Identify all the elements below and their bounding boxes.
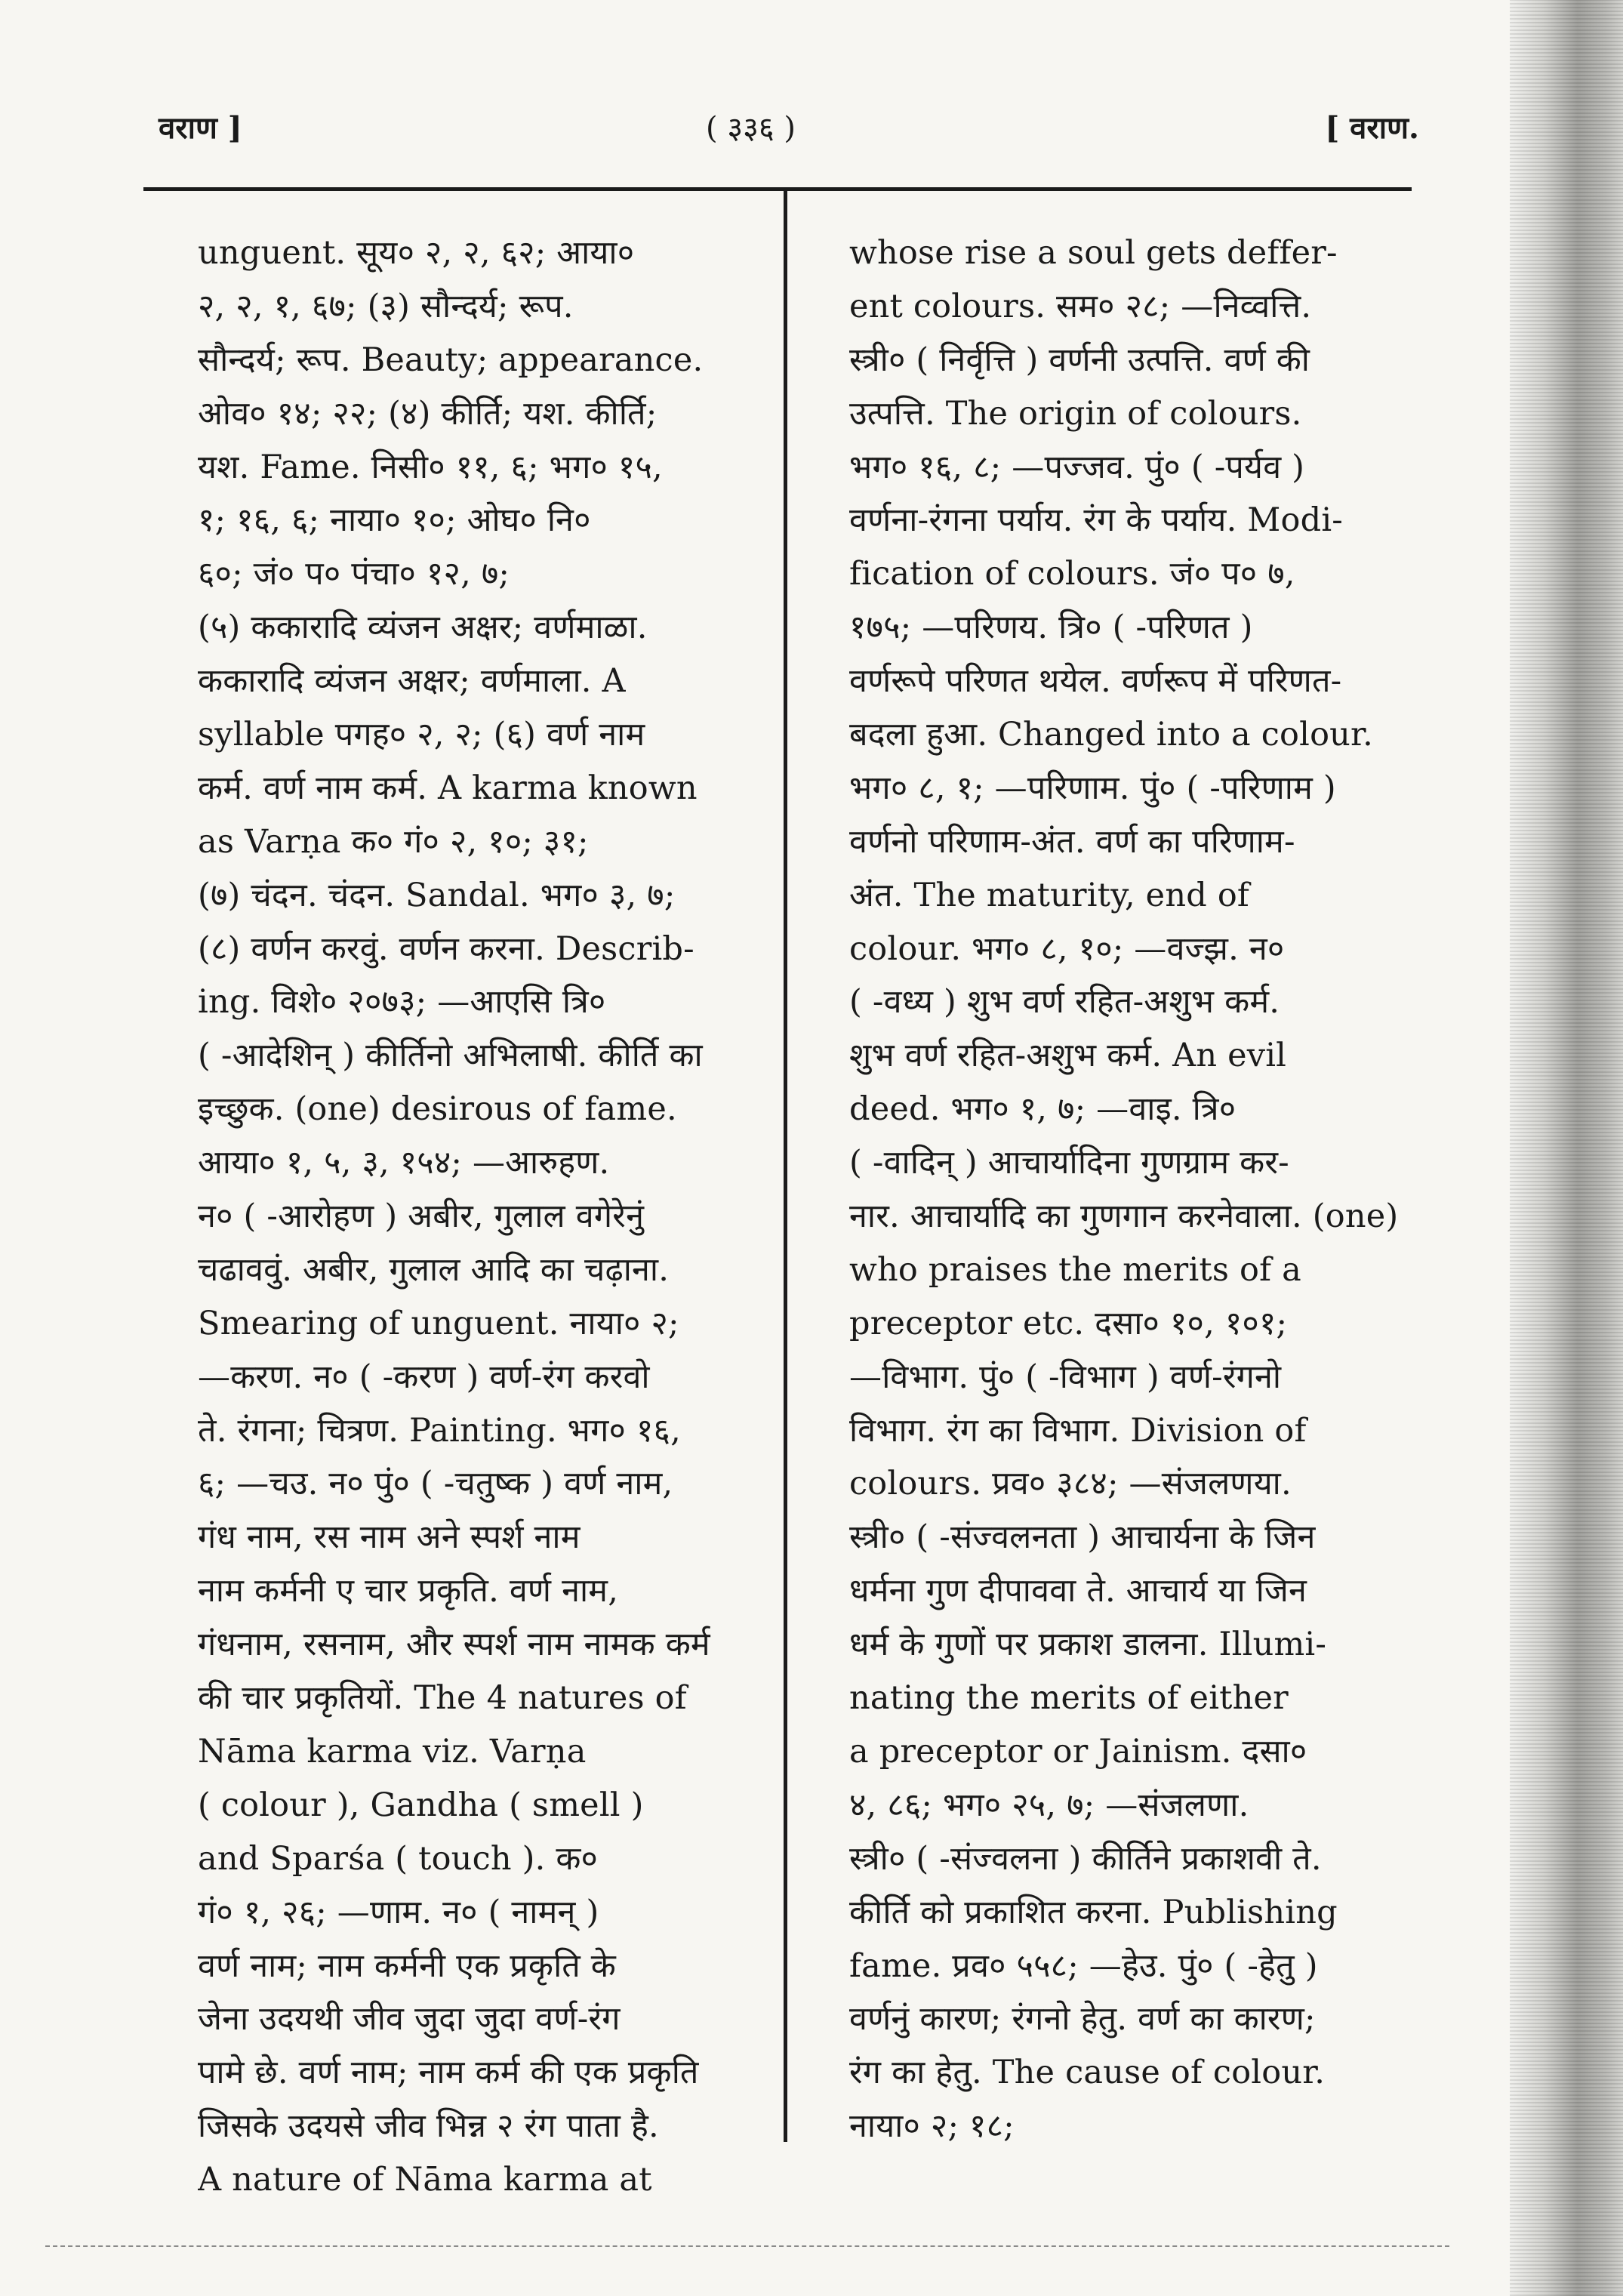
text-line: deed. भग० १, ७; —वाइ. त्रि०: [849, 1090, 1236, 1129]
text-line: ent colours. सम० २८; —निव्वत्ति.: [849, 287, 1312, 325]
text-line: गं० १, २६; —णाम. न० ( नामन् ): [198, 1893, 599, 1931]
text-line: विभाग. रंग का विभाग. Division of: [849, 1411, 1307, 1450]
text-line: —करण. न० ( -करण ) वर्ण-रंग करवो: [198, 1358, 650, 1396]
text-line: ६०; जं० प० पंचा० १२, ७;: [198, 555, 510, 593]
text-line: १; १६, ६; नाया० १०; ओघ० नि०: [198, 501, 591, 540]
text-line: fication of colours. जं० प० ७,: [849, 555, 1295, 593]
text-line: ( -वादिन् ) आचार्यादिना गुणग्राम कर-: [849, 1144, 1289, 1182]
page-number: ( ३३६ ): [706, 111, 796, 146]
text-line: colours. प्रव० ३८४; —संजलणया.: [849, 1465, 1292, 1503]
text-line: ककारादि व्यंजन अक्षर; वर्णमाला. A: [198, 662, 626, 701]
text-line: धर्म के गुणों पर प्रकाश डालना. Illumi-: [849, 1626, 1327, 1664]
text-line: nating the merits of either: [849, 1679, 1289, 1718]
text-line: as Varṇa क० गं० २, १०; ३१;: [198, 822, 589, 861]
column-divider: [784, 190, 787, 2142]
text-line: न० ( -आरोहण ) अबीर, गुलाल वगेरेनुं: [198, 1197, 645, 1236]
text-line: ओव० १४; २२; (४) कीर्ति; यश. कीर्ति;: [198, 394, 658, 433]
text-line: who praises the merits of a: [849, 1250, 1301, 1289]
text-line: preceptor etc. दसा० १०, १०१;: [849, 1304, 1288, 1342]
text-line: यश. Fame. निसी० ११, ६; भग० १५,: [198, 448, 663, 486]
text-line: Smearing of unguent. नाया० २;: [198, 1304, 679, 1342]
text-line: वर्णरूपे परिणत थयेल. वर्णरूप में परिणत-: [849, 662, 1342, 701]
text-line: भग० ८, १; —परिणाम. पुं० ( -परिणाम ): [849, 769, 1336, 807]
page-header: [159, 106, 1419, 151]
text-line: —विभाग. पुं० ( -विभाग ) वर्ण-रंगनो: [849, 1358, 1282, 1396]
text-line: शुभ वर्ण रहित-अशुभ कर्म. An evil: [849, 1037, 1287, 1075]
text-line: ६; —चउ. न० पुं० ( -चतुष्क ) वर्ण नाम,: [198, 1465, 673, 1503]
text-line: भग० १६, ८; —पज्जव. पुं० ( -पर्यव ): [849, 448, 1305, 486]
text-line: ( -वध्य ) शुभ वर्ण रहित-अशुभ कर्म.: [849, 983, 1280, 1022]
text-line: गंध नाम, रस नाम अने स्पर्श नाम: [198, 1518, 581, 1557]
header-rule: [143, 187, 1412, 191]
text-line: कर्म. वर्ण नाम कर्म. A karma known: [198, 769, 698, 807]
text-line: २, २, १, ६७; (३) सौन्दर्य; रूप.: [198, 287, 574, 325]
text-line: स्त्री० ( -संज्वलना ) कीर्तिने प्रकाशवी ते.: [849, 1839, 1322, 1878]
text-line: (५) ककारादि व्यंजन अक्षर; वर्णमाळा.: [198, 609, 648, 647]
text-line: unguent. सूय० २, २, ६२; आया०: [198, 234, 635, 272]
text-line: सौन्दर्य; रूप. Beauty; appearance.: [198, 341, 704, 379]
text-line: उत्पत्ति. The origin of colours.: [849, 394, 1302, 433]
text-line: की चार प्रकृतियों. The 4 natures of: [198, 1679, 687, 1718]
text-line: स्त्री० ( निर्वृत्ति ) वर्णनी उत्पत्ति. वर्ण की: [849, 341, 1310, 379]
text-line: जेना उदयथी जीव जुदा जुदा वर्ण-रंग: [198, 2000, 621, 2039]
text-line: जिसके उदयसे जीव भिन्न २ रंग पाता है.: [198, 2107, 659, 2146]
text-line: नार. आचार्यादि का गुणगान करनेवाला. (one): [849, 1197, 1399, 1236]
text-line: वर्णना-रंगना पर्याय. रंग के पर्याय. Modi-: [849, 501, 1344, 540]
text-line: वर्ण नाम; नाम कर्मनी एक प्रकृति के: [198, 1946, 617, 1985]
right-column: [849, 227, 1408, 2153]
text-line: A nature of Nāma karma at: [198, 2161, 652, 2199]
text-line: ( -आदेशिन् ) कीर्तिनो अभिलाषी. कीर्ति का: [198, 1037, 703, 1075]
text-line: बदला हुआ. Changed into a colour.: [849, 716, 1373, 754]
text-line: Nāma karma viz. Varṇa: [198, 1732, 587, 1771]
text-line: syllable पगह० २, २; (६) वर्ण नाम: [198, 716, 645, 754]
text-line: अंत. The maturity, end of: [849, 876, 1250, 914]
text-line: ing. विशे० २०७३; —आएसि त्रि०: [198, 983, 606, 1022]
header-left-keyword: वराण ]: [159, 110, 242, 146]
text-line: गंधनाम, रसनाम, और स्पर्श नाम नामक कर्म: [198, 1626, 710, 1664]
text-line: नाया० २; १८;: [849, 2107, 1015, 2146]
text-line: कीर्ति को प्रकाशित करना. Publishing: [849, 1893, 1338, 1931]
text-line: १७५; —परिणय. त्रि० ( -परिणत ): [849, 609, 1253, 647]
text-line: fame. प्रव० ५५८; —हेउ. पुं० ( -हेतु ): [849, 1946, 1318, 1985]
header-right-keyword: [ वराण.: [1325, 110, 1419, 146]
text-line: and Sparśa ( touch ). क०: [198, 1839, 599, 1878]
text-line: (८) वर्णन करवुं. वर्णन करना. Describ-: [198, 929, 694, 968]
text-line: colour. भग० ८, १०; —वज्झ. न०: [849, 929, 1285, 968]
text-line: whose rise a soul gets deffer-: [849, 234, 1338, 272]
page-bottom-edge: [45, 2245, 1449, 2247]
text-line: आया० १, ५, ३, १५४; —आरुहण.: [198, 1144, 610, 1182]
text-line: इच्छुक. (one) desirous of fame.: [198, 1090, 677, 1129]
text-line: स्त्री० ( -संज्वलनता ) आचार्यना के जिन: [849, 1518, 1316, 1557]
text-line: धर्मना गुण दीपाववा ते. आचार्य या जिन: [849, 1572, 1307, 1610]
text-line: (७) चंदन. चंदन. Sandal. भग० ३, ७;: [198, 876, 676, 914]
text-line: वर्णनो परिणाम-अंत. वर्ण का परिणाम-: [849, 822, 1295, 861]
text-line: रंग का हेतु. The cause of colour.: [849, 2054, 1326, 2092]
text-line: नाम कर्मनी ए चार प्रकृति. वर्ण नाम,: [198, 1572, 619, 1610]
text-line: ४, ८६; भग० २५, ७; —संजलणा.: [849, 1786, 1249, 1824]
text-line: पामे छे. वर्ण नाम; नाम कर्म की एक प्रकृति: [198, 2054, 699, 2092]
text-line: वर्णनुं कारण; रंगनो हेतु. वर्ण का कारण;: [849, 2000, 1316, 2039]
text-line: चढाववुं. अबीर, गुलाल आदि का चढ़ाना.: [198, 1250, 670, 1289]
text-line: ( colour ), Gandha ( smell ): [198, 1786, 644, 1824]
text-line: a preceptor or Jainism. दसा०: [849, 1732, 1307, 1771]
left-column: [198, 227, 756, 2207]
text-line: ते. रंगना; चित्रण. Painting. भग० १६,: [198, 1411, 681, 1450]
book-page-edge: [1510, 0, 1623, 2296]
